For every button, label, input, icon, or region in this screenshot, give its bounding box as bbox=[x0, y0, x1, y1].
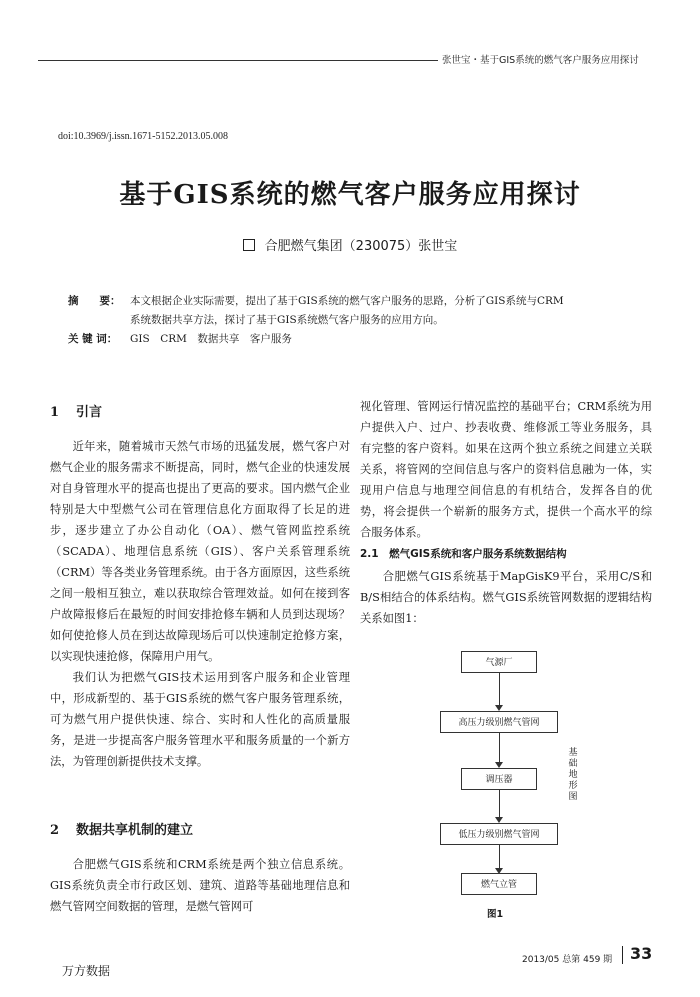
section-1-heading bbox=[50, 401, 102, 420]
abstract-line-2: 系统数据共享方法，探讨了基于GIS系统燃气客户服务的应用方向。 bbox=[130, 314, 444, 326]
paragraph: 视化管理、管网运行情况监控的基础平台；CRM系统为用户提供入户、过户、抄表收费、维修派工等业务服务，具有完整的客户资料。如果在这两个独立系统之间建立关联关系，将管网的空间信息与客户的资料信息融为一体，实现用户信息与地理空间信息的有机结合，发挥各自的优势，将会提供一个崭新的服务方式，提供一个高水平的综合服务体系。 bbox=[360, 400, 652, 539]
paragraph: 合肥燃气GIS系统和CRM系统是两个独立信息系统。GIS系统负责全市行政区划、建筑、道路等基础地理信息和燃气管网空间数据的管理，是燃气管网可 bbox=[50, 858, 350, 913]
flow-node-gas-riser: 燃气立管 bbox=[461, 873, 537, 895]
right-column bbox=[360, 396, 652, 629]
watermark: 万方数据 bbox=[62, 964, 111, 978]
left-column bbox=[50, 436, 350, 772]
section-title: 数据共享机制的建立 bbox=[76, 823, 194, 838]
author-text: 合肥燃气集团（230075）张世宝 bbox=[264, 239, 458, 254]
doi: doi:10.3969/j.issn.1671-5152.2013.05.008 bbox=[58, 131, 229, 142]
flow-node-regulator: 调压器 bbox=[461, 768, 537, 790]
keywords-row bbox=[68, 330, 648, 349]
flow-node-high-pressure-network: 高压力级别燃气管网 bbox=[440, 711, 558, 733]
flow-node-gas-source: 气源厂 bbox=[461, 651, 537, 673]
header-rule bbox=[38, 60, 438, 61]
subsection-2-1-heading: 2.1 燃气GIS系统和客户服务系统数据结构 bbox=[360, 548, 567, 560]
abstract-line-1: 本文根据企业实际需要，提出了基于GIS系统的燃气客户服务的思路，分析了GIS系统与CRM bbox=[130, 295, 564, 307]
keywords-label: 关 键 词： bbox=[68, 333, 118, 345]
square-icon bbox=[243, 239, 255, 251]
flow-connector bbox=[499, 790, 500, 818]
running-header: 张世宝・基于GIS系统的燃气客户服务应用探讨 bbox=[442, 55, 639, 66]
left-column-continued bbox=[50, 854, 350, 917]
paragraph: 合肥燃气GIS系统基于MapGisK9平台，采用C/S和B/S相结合的体系结构。燃气GIS系统管网数据的逻辑结构关系如图1： bbox=[360, 570, 652, 625]
page-number: 33 bbox=[630, 944, 653, 963]
paragraph: 近年来，随着城市天然气市场的迅猛发展，燃气客户对燃气企业的服务需求不断提高，同时，燃气企业的快速发展对自身管理水平的提高也提出了更高的要求。国内燃气企业特别是大中型燃气公司在管理信息化方面取得了长足的进步，逐步建立了办公自动化（OA）、燃气管网监控系统（SCADA）、地理信息系统（GIS）、客户关系管理系统（CRM）等各类业务管理系统。由于各方面原因，这些系统之间一般相互独立，难以获取综合管理效益。如何在接到客户故障报修后在最短的时间安排抢修车辆和人员到达现场？如何使抢修人员在到达故障现场后可以快速制定抢修方案，以实现快速抢修，保障用户用气。 bbox=[50, 440, 350, 663]
abstract-text bbox=[130, 292, 648, 330]
flow-connector bbox=[499, 673, 500, 706]
side-label-base-map: 基础地形图 bbox=[568, 748, 578, 802]
keywords-text: GIS CRM 数据共享 客户服务 bbox=[130, 333, 292, 345]
issue-info: 2013/05 总第 459 期 bbox=[522, 955, 613, 965]
abstract-row bbox=[68, 292, 648, 330]
flow-connector bbox=[499, 845, 500, 869]
abstract-block bbox=[68, 292, 648, 349]
author-line bbox=[0, 235, 700, 254]
footer-divider bbox=[622, 946, 623, 964]
abstract-label: 摘 要： bbox=[68, 295, 121, 307]
section-title: 引言 bbox=[76, 405, 103, 420]
flow-node-low-pressure-network: 低压力级别燃气管网 bbox=[440, 823, 558, 845]
section-number: 1 bbox=[50, 405, 60, 420]
section-2-heading bbox=[50, 819, 193, 838]
flow-connector bbox=[499, 733, 500, 763]
section-number: 2 bbox=[50, 823, 60, 838]
paragraph: 我们认为把燃气GIS技术运用到客户服务和企业管理中，形成新型的、基于GIS系统的燃气客户服务管理系统，可为燃气用户提供快速、综合、实时和人性化的高质量服务，是进一步提高客户服务管理水平和服务质量的一个新方法，为管理创新提供技术支撑。 bbox=[50, 671, 350, 768]
article-title: 基于GIS系统的燃气客户服务应用探讨 bbox=[119, 180, 581, 210]
figure-caption: 图1 bbox=[487, 909, 504, 920]
